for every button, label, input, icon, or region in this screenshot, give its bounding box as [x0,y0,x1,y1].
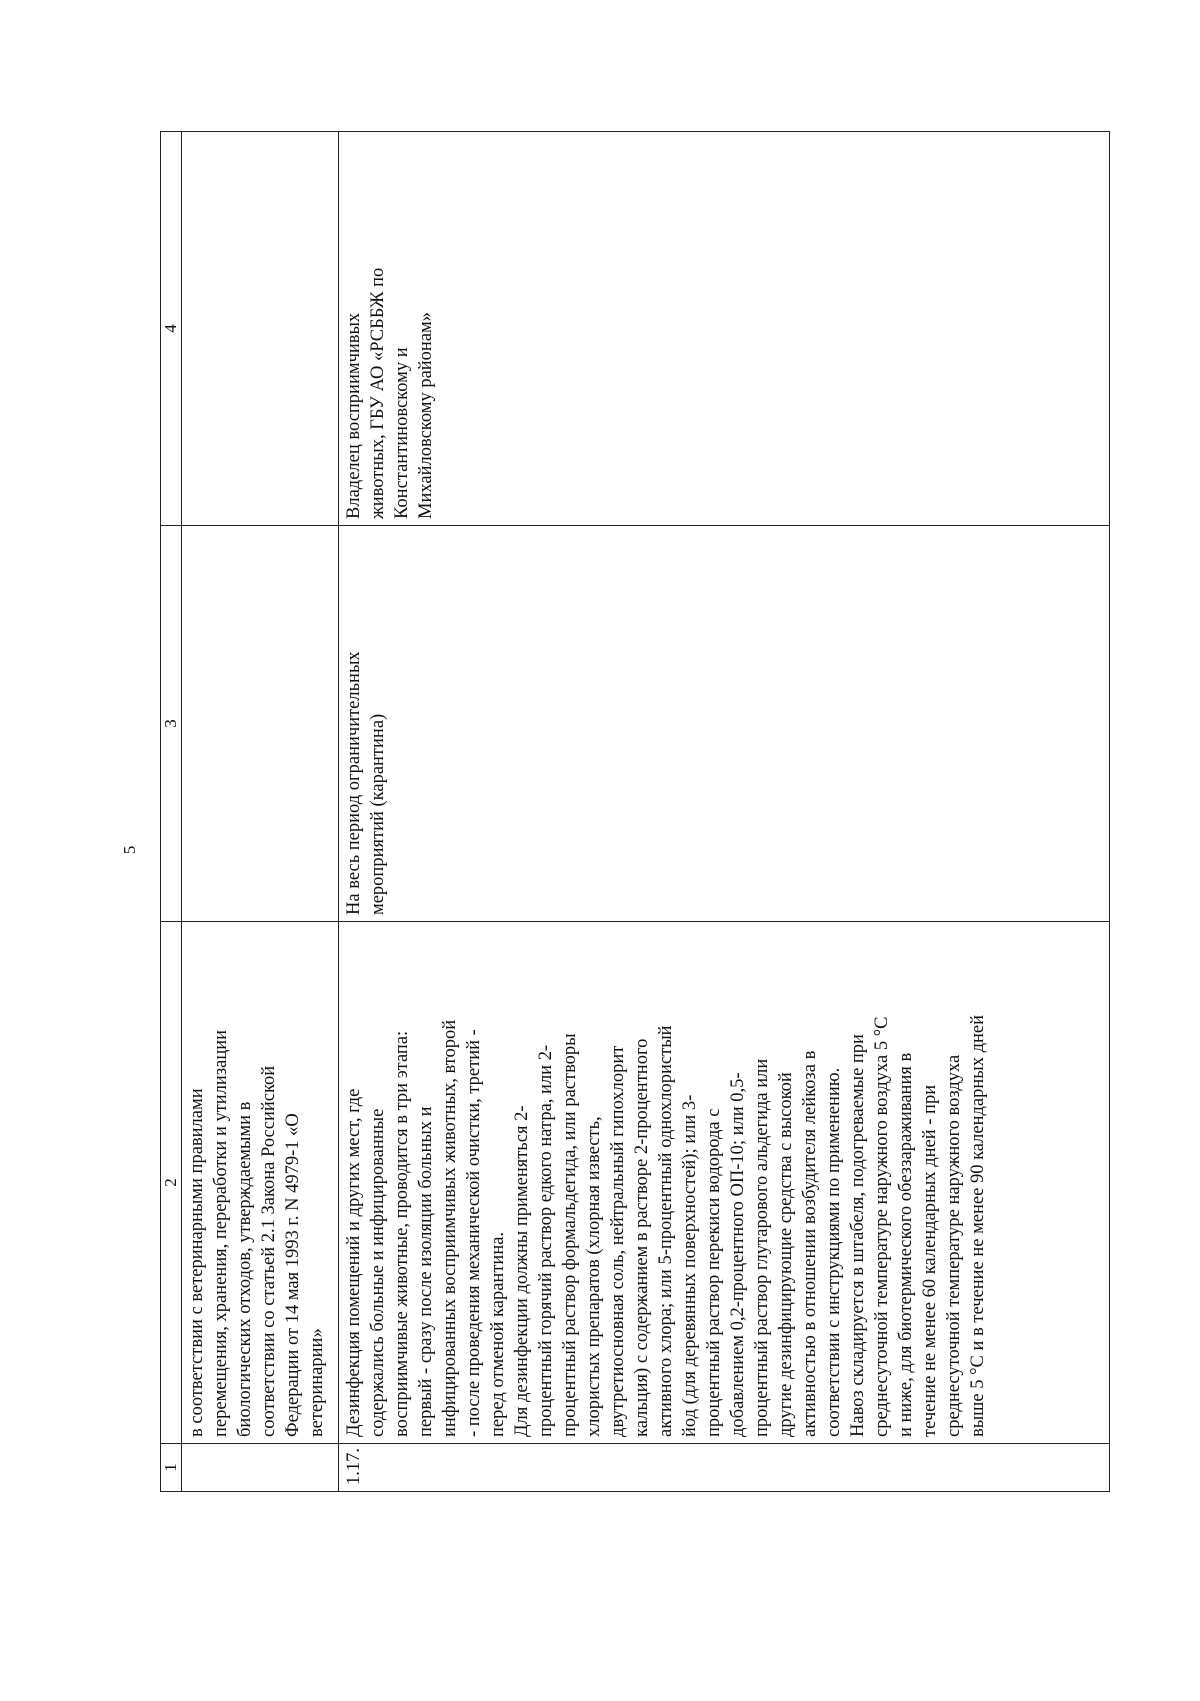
header-col-3: 3 [161,526,182,922]
row-measure [339,922,1110,1444]
timing-text: На весь период ограничительных мероприятий (карантина) [344,651,388,915]
measure-text: Дезинфекция помещений и других мест, где содержались больные и инфицированные восприимчивые животные, проводится в три этапа: первый - сразу после изоляции больных и инфицированных восприимчивых животных, второй - после проведения механической очистки, третий - перед отменой карантина. Для дезинфекции должны применяться 2- процентный горячий раствор едкого натра, или 2- процентный раствор формальдегида, или растворы хлористых препаратов (хлорная известь, двутретиосновная соль, нейтральный гипохлорит кальция) с содержанием в растворе 2-процентного активного хлора; или 5-процентный однохлористый йод (для деревянных поверхностей); или 3- процентный раствор перекиси водорода с добавлением 0,2-процентного ОП-10; или 0,5- процентный раствор глутарового альдегида или другие дезинфицирующие средства с высокой активностью в отношении возбудителя лейкоза в соответствии с инструкциями по применению. Навоз складируется в штабеля, подогреваемые при среднесуточной температуре наружного воздуха 5 °С и ниже, для биотермического обеззараживания в течение не менее 60 календарных дней - при среднесуточной температуре наружного воздуха выше 5 °С и в течение не менее 90 календарных дней [344,1014,988,1437]
header-col-1: 1 [161,1444,182,1492]
rotated-page-content [160,132,1110,1492]
row-responsible [339,132,1110,526]
measures-table [160,131,1110,1492]
page-number: 5 [120,845,139,855]
measure-text: в соответствии с ветеринарными правилами перемещения, хранения, переработки и утилизации биологических отходов, утверждаемыми в соответствии со статьей 2.1 Закона Российской Федерации от 14 мая 1993 г. N 4979-1 «О ветеринарии» [187,1029,327,1437]
row-timing [182,526,339,922]
row-number: 1.17. [339,1444,1110,1492]
row-responsible [182,132,339,526]
table-row [182,132,339,1492]
header-col-2: 2 [161,922,182,1444]
row-timing [339,526,1110,922]
table-row [339,132,1110,1492]
table-header-row [161,132,182,1492]
responsible-text: Владелец восприимчивых животных, ГБУ АО «РСББЖ по Константиновскому и Михайловскому районам» [344,267,436,519]
header-col-4: 4 [161,132,182,526]
row-number [182,1444,339,1492]
row-measure [182,922,339,1444]
